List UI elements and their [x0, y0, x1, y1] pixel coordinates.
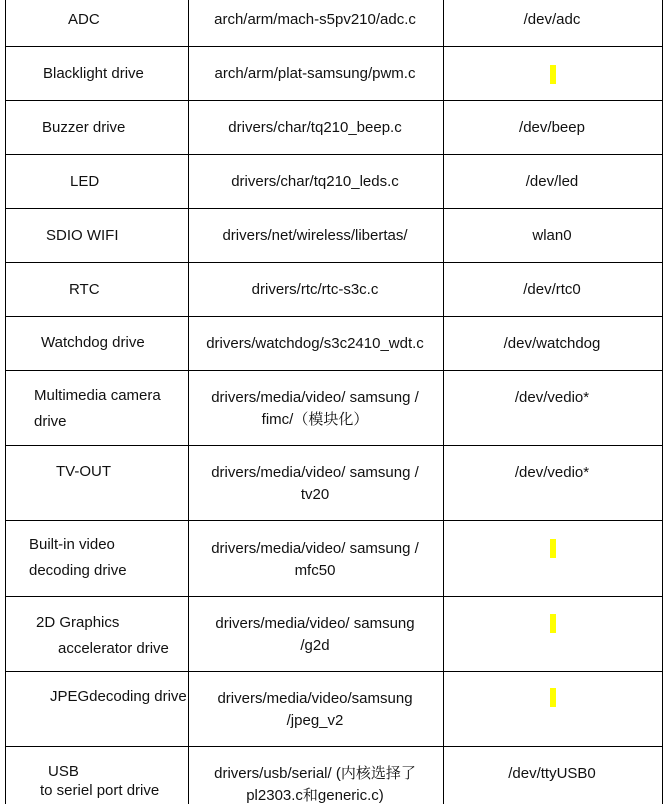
source-path: [188, 763, 442, 807]
source-path: [188, 171, 442, 193]
module-name-line: RTC: [69, 281, 100, 298]
source-path-line: arch/arm/mach-s5pv210/adc.c: [214, 11, 416, 28]
device-node: [443, 763, 661, 785]
module-name-line: accelerator drive: [58, 640, 169, 657]
row-divider: [5, 671, 663, 672]
row-divider: [5, 262, 663, 263]
device-node: [443, 9, 661, 31]
module-name-line: Built-in video: [29, 536, 115, 553]
module-name-line: Watchdog drive: [41, 334, 145, 351]
source-path-line: drivers/media/video/samsung: [217, 690, 413, 707]
source-path-line: drivers/media/video/ samsung /: [211, 389, 419, 406]
source-path-line: drivers/watchdog/s3c2410_wdt.c: [206, 335, 424, 352]
table-border-left: [5, 0, 6, 804]
row-divider: [5, 154, 663, 155]
source-path: [188, 9, 442, 31]
source-path-line: /g2d: [300, 637, 330, 654]
yellow-marker: [550, 614, 556, 633]
row-divider: [5, 208, 663, 209]
device-node-text: wlan0: [532, 227, 572, 244]
row-divider: [5, 746, 663, 747]
source-path: [188, 279, 442, 301]
source-path-line: drivers/net/wireless/libertas/: [222, 227, 408, 244]
device-node-text: /dev/adc: [523, 11, 581, 28]
source-path-line: arch/arm/plat-samsung/pwm.c: [214, 65, 416, 82]
module-name: [36, 610, 169, 662]
source-path: [188, 63, 442, 85]
device-node: [443, 117, 661, 139]
source-path: [188, 688, 442, 732]
module-name: [56, 459, 111, 485]
source-path: [188, 117, 442, 139]
device-node-text: /dev/vedio*: [514, 464, 590, 481]
module-name: [41, 330, 145, 356]
source-path-line: tv20: [300, 486, 330, 503]
device-node-text: /dev/watchdog: [503, 335, 601, 352]
source-path: [188, 387, 442, 431]
module-name: [68, 7, 100, 33]
module-name: [46, 223, 119, 249]
device-node: [443, 387, 661, 409]
module-name-line: decoding drive: [29, 562, 127, 579]
module-name-line: JPEGdecoding drive: [50, 688, 187, 705]
source-path: [188, 462, 442, 506]
device-node: [443, 279, 661, 301]
yellow-marker: [550, 688, 556, 707]
yellow-marker: [550, 539, 556, 558]
module-name-line: ADC: [68, 11, 100, 28]
source-path-line: drivers/media/video/ samsung /: [211, 540, 419, 557]
module-name: [42, 115, 125, 141]
row-divider: [5, 46, 663, 47]
module-name: [34, 383, 161, 435]
module-name: [29, 532, 127, 584]
module-name: [43, 61, 144, 87]
source-path-line: drivers/media/video/ samsung: [215, 615, 415, 632]
device-node-text: /dev/vedio*: [514, 389, 590, 406]
device-node: [443, 333, 661, 355]
row-divider: [5, 445, 663, 446]
module-name-line: LED: [70, 173, 100, 190]
module-name-line: TV-OUT: [56, 463, 111, 480]
module-name: [69, 277, 100, 303]
device-node-text: /dev/ttyUSB0: [508, 765, 596, 782]
row-divider: [5, 596, 663, 597]
source-path-line: pl2303.c和generic.c): [246, 787, 384, 804]
module-name-line: Blacklight drive: [43, 65, 144, 82]
source-path-line: drivers/usb/serial/ (内核选择了: [214, 765, 416, 782]
module-name-line: drive: [34, 413, 67, 430]
row-divider: [5, 520, 663, 521]
yellow-marker: [550, 65, 556, 84]
module-name-line: Multimedia camera: [34, 387, 161, 404]
device-node-text: /dev/rtc0: [523, 281, 581, 298]
source-path-line: drivers/media/video/ samsung /: [211, 464, 419, 481]
source-path: [188, 333, 442, 355]
device-node: [443, 225, 661, 247]
device-node-text: /dev/led: [525, 173, 579, 190]
module-name-line: to seriel port drive: [40, 782, 160, 799]
device-node-text: /dev/beep: [519, 119, 585, 136]
module-name: [40, 762, 159, 800]
device-node: [443, 462, 661, 484]
row-divider: [5, 316, 663, 317]
module-name: [50, 684, 187, 710]
module-name-line: 2D Graphics: [36, 614, 120, 631]
module-name-line: USB: [48, 763, 79, 780]
source-path: [188, 538, 442, 582]
module-name: [70, 169, 99, 195]
table-border-right: [662, 0, 663, 804]
module-name-line: Buzzer drive: [42, 119, 126, 136]
source-path-line: drivers/char/tq210_leds.c: [231, 173, 399, 190]
source-path-line: /jpeg_v2: [286, 712, 344, 729]
source-path: [188, 613, 442, 657]
module-name-line: SDIO WIFI: [46, 227, 119, 244]
source-path: [188, 225, 442, 247]
device-node: [443, 171, 661, 193]
source-path-line: drivers/rtc/rtc-s3c.c: [251, 281, 379, 298]
row-divider: [5, 100, 663, 101]
source-path-line: mfc50: [294, 562, 336, 579]
source-path-line: drivers/char/tq210_beep.c: [228, 119, 402, 136]
row-divider: [5, 370, 663, 371]
source-path-line: fimc/（模块化）: [261, 411, 369, 428]
